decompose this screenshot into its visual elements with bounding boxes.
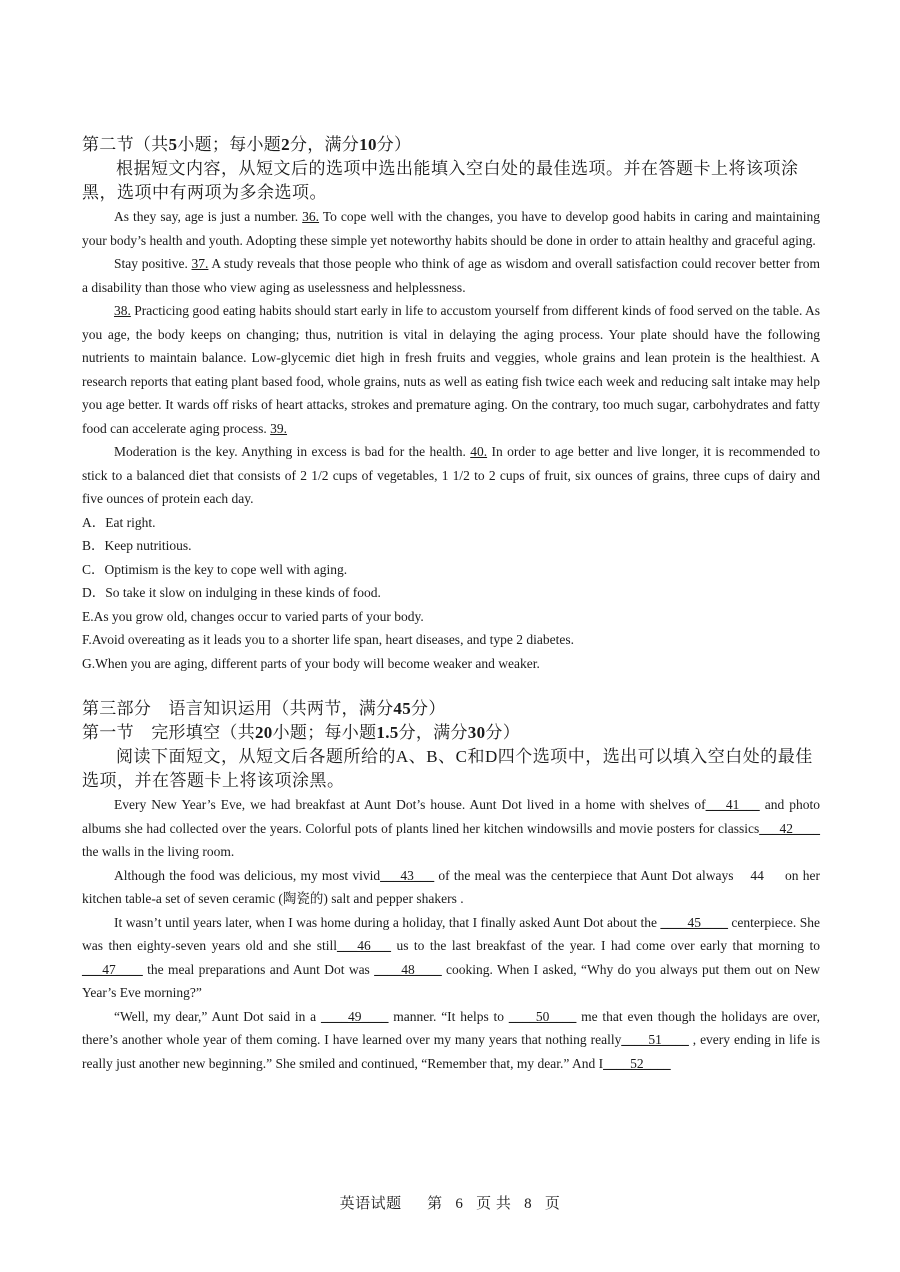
cloze-paragraph-2: Although the food was delicious, my most vivid___43___ of the meal was the centerpiece that Aunt Dot always 44 on her kitchen table-a set of seven ceramic (陶瓷的) salt and pepper shakers .: [82, 867, 821, 906]
section-spacer: [82, 675, 820, 697]
option-c: C．Optimism is the key to cope well with aging.: [82, 561, 348, 577]
footer-page-end: 页: [544, 1196, 561, 1212]
cloze-paragraph-3: It wasn’t until years later, when I was home during a holiday, that I finally asked Aunt Dot about the ____45____ centerpiece. She was then eighty-seven years old and she still___46___ us to the last breakfast of the year. I had come over early that morning to ___47____ the meal preparations and Aunt Dot was ____48____ cooking. When I asked, “Why do you always put them out on New Year’s Eve morning?”: [82, 914, 820, 1000]
part3-instruction: 阅读下面短文，从短文后各题所给的A、B、C和D四个选项中，选出可以填入空白处的最佳选项，并在答题卡上将该项涂黑。: [82, 747, 813, 790]
blank-43: ___43___: [380, 867, 435, 883]
option-f: F.Avoid overeating as it leads you to a shorter life span, heart diseases, and type 2 diabetes.: [82, 632, 575, 647]
section2-title: 第二节（共5小题；每小题2分，满分10分）: [82, 135, 412, 154]
passage-paragraph-4: Moderation is the key. Anything in excess is bad for the health. 40. In order to age better and live longer, it is recommended to stick to a balanced diet that consists of 2 1/2 cups of vegetables, 1 1/2 to 2 cups of fruit, six ounces of grains, three cups of dairy and five ounces of protein each day.: [82, 444, 820, 506]
part3-title: 第三部分 语言知识运用（共两节，满分45分）: [82, 699, 446, 718]
blank-47: ___47____: [82, 961, 143, 977]
blank-40: 40.: [470, 444, 488, 459]
option-e: E.As you grow old, changes occur to varied parts of your body.: [82, 608, 424, 624]
page-content: [82, 133, 820, 1075]
option-a: A．Eat right.: [82, 514, 156, 530]
blank-37: 37.: [191, 256, 209, 271]
footer-page-number: 6: [455, 1196, 464, 1212]
option-g: G.When you are aging, different parts of your body will become weaker and weaker.: [82, 655, 540, 671]
blank-49: ____49____: [320, 1008, 389, 1024]
footer-page-label: 第: [427, 1196, 443, 1212]
blank-41: ___41___: [705, 797, 760, 812]
blank-42: ___42____: [759, 820, 820, 836]
passage-paragraph-3: 38. Practicing good eating habits should start early in life to accustom yourself from different kinds of food served on the table. As you age, the body keeps on changing; thus, nutrition is vital in delaying the aging process. Your plate should have the following nutrients to maintain balance. Low-glycemic diet high in fresh fruits and veggies, whole grains and lean protein is the healthiest. A research reports that eating plant based food, whole grains, nuts as well as eating fish twice each week and reducing salt intake may help you age better. It wards off risks of heart attacks, strokes and premature aging. On the contrary, too much sugar, carbohydrates and fatty food can accelerate aging process. 39.: [82, 303, 820, 436]
blank-50: ____50____: [508, 1008, 577, 1024]
footer-subject: 英语试题: [339, 1196, 402, 1212]
blank-46: ___46___: [336, 938, 391, 953]
blank-36: 36.: [302, 209, 320, 224]
passage-paragraph-1: As they say, age is just a number. 36. To cope well with the changes, you have to develop good habits in caring and maintaining your body’s health and youth. Adopting these simple yet noteworthy habits should be done in order to attain healthy and graceful aging.: [82, 209, 821, 248]
blank-39: 39.: [270, 420, 288, 436]
part3-subtitle: 第一节 完形填空（共20小题；每小题1.5分，满分30分）: [82, 723, 520, 742]
blank-45: ____45____: [660, 914, 728, 930]
page-footer: [0, 1192, 900, 1213]
footer-page-mid: 页 共: [476, 1196, 512, 1212]
option-d: D．So take it slow on indulging in these kinds of food.: [82, 585, 381, 600]
blank-44: 44: [733, 867, 781, 883]
section2-instruction: 根据短文内容，从短文后的选项中选出能填入空白处的最佳选项。并在答题卡上将该项涂黑，选项中有两项为多余选项。: [82, 159, 799, 202]
option-b: B．Keep nutritious.: [82, 538, 192, 553]
passage-paragraph-2: Stay positive. 37. A study reveals that those people who think of age as wisdom and overall satisfaction could recover better from a disability than those who view aging as uselessness and helplessness.: [82, 256, 820, 295]
cloze-paragraph-1: Every New Year’s Eve, we had breakfast at Aunt Dot’s house. Aunt Dot lived in a home with shelves of___41___ and photo albums she had collected over the years. Colorful pots of plants lined her kitchen windowsills and movie posters for classics___42____ the walls in the living room.: [82, 797, 820, 859]
cloze-paragraph-4: “Well, my dear,” Aunt Dot said in a ____49____ manner. “It helps to ____50____ me that even though the holidays are over, there’s another whole year of them coming. I have learned over my many years that nothing really____51____ , every ending in life is really just another new beginning.” She smiled and continued, “Remember that, my dear.” And I____52____: [82, 1008, 821, 1071]
footer-page-total: 8: [524, 1196, 533, 1212]
blank-52: ____52____: [603, 1055, 671, 1071]
blank-51: ____51____: [621, 1032, 689, 1047]
blank-48: ____48____: [374, 961, 442, 977]
blank-38: 38.: [114, 303, 131, 318]
